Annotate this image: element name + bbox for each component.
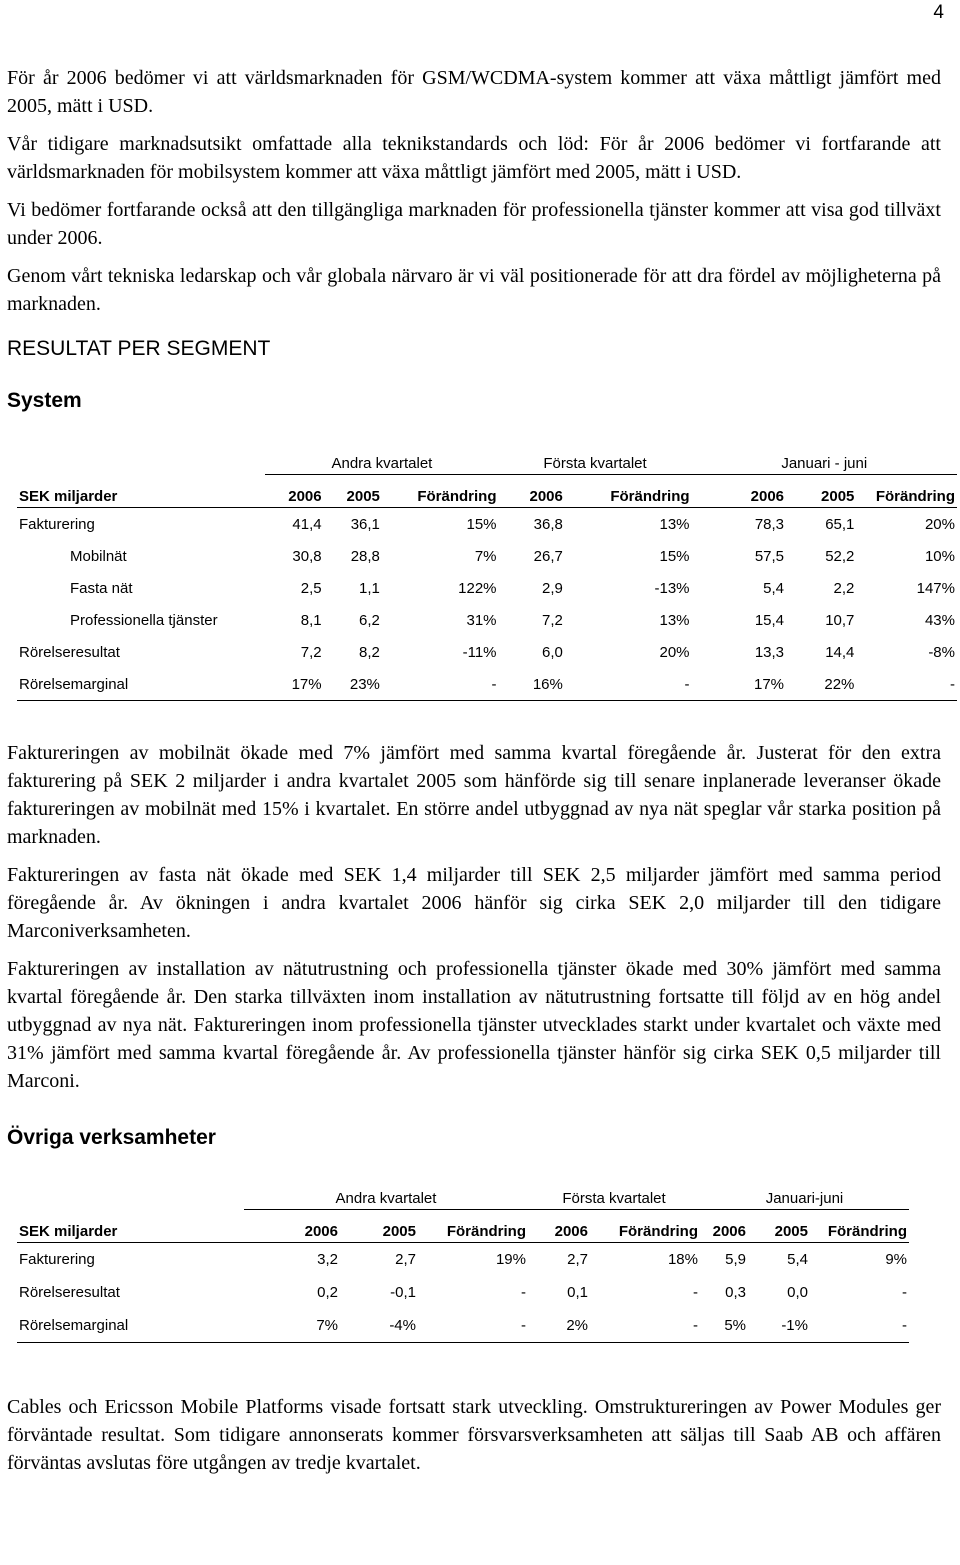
group-header-jan-jun: Januari-juni [700,1185,909,1210]
row-label: Rörelseresultat [19,1284,120,1301]
table-cell: 5,9 [725,1251,746,1268]
column-header: 2006 [499,475,565,508]
table-cell: 0,2 [317,1284,338,1301]
table-cell: 2,2 [833,579,855,597]
table-cell: 2,7 [567,1251,588,1268]
table-cell: 31% [466,611,497,629]
row-label: Professionella tjänster [70,611,218,629]
column-header: Förändring [856,475,957,508]
other-table [17,1185,909,1343]
column-header: 2006 [265,475,323,508]
table-row [17,1276,909,1309]
table-cell: 13% [659,611,690,629]
row-label: Rörelseresultat [19,643,120,661]
paragraph-professional-services: Vi bedömer fortfarande också att den tillgängliga marknaden för professionella tjänster kommer att visa god tillväxt under 2006. [7,199,941,249]
table-cell: 3,2 [317,1251,338,1268]
table-cell: - [382,668,499,701]
table-cell: 16% [499,668,565,701]
table-cell: 7% [474,547,497,565]
section-title: RESULTAT PER SEGMENT [7,337,271,360]
table-cell: - [810,1309,909,1343]
table-cell: 0,3 [725,1284,746,1301]
table-cell: -13% [654,579,690,597]
column-header: 2006 [692,475,787,508]
table-cell: 8,2 [359,643,380,661]
table-cell: 26,7 [533,547,563,565]
paragraph-leadership: Genom vårt tekniska ledarskap och vår globala närvaro är vi väl positionerade för att dra fördel av möjligheterna på marknaden. [7,265,941,315]
column-header: SEK miljarder [17,1210,244,1243]
table-cell: 7% [244,1309,340,1343]
table-cell: 78,3 [754,515,785,533]
table-cell: 0,1 [567,1284,588,1301]
column-header: Förändring [418,1210,528,1243]
table-cell: 8,1 [300,611,322,629]
table-cell: -1% [748,1309,810,1343]
table-cell: 43% [924,611,955,629]
row-label: Mobilnät [70,547,127,565]
table-cell: 2,9 [542,579,563,597]
table-cell: -0,1 [390,1284,416,1301]
table-cell: - [418,1309,528,1343]
table-cell: 147% [916,579,955,597]
table-cell: 17% [692,668,787,701]
table-cell: - [856,668,957,701]
group-header-q2: Andra kvartalet [244,1185,528,1210]
row-label: Rörelsemarginal [17,1309,244,1343]
column-header: 2006 [528,1210,590,1243]
table-cell: 2,5 [300,579,322,597]
group-header-q1: Första kvartalet [499,450,692,475]
column-header: Förändring [382,475,499,508]
table-cell: - [521,1284,526,1301]
table-cell: 22% [786,668,856,701]
table-cell: 6,2 [359,611,380,629]
table-cell: 0,0 [787,1284,808,1301]
column-header: 2005 [340,1210,418,1243]
paragraph-mobile-networks: Faktureringen av mobilnät ökade med 7% jämfört med samma kvartal föregående år. Justerat för den extra fakturering på SEK 2 miljarder i andra kvartalet 2005 som hänförde sig till senare inplanerade leveranser ökade faktureringen av mobilnät med 15% i kvartalet. En större andel utbyggnad av nya nät speglar vår starka position på marknaden. [7,742,941,848]
table-cell: 20% [924,515,955,533]
table-row [17,1243,909,1277]
table-cell: 57,5 [754,547,785,565]
table-cell: 5% [700,1309,748,1343]
table-cell: 13% [659,515,690,533]
table-row [17,668,957,701]
table-cell: 65,1 [825,515,855,533]
table-cell: - [590,1309,700,1343]
table-cell: 15% [659,547,690,565]
table-cell: 36,1 [350,515,380,533]
row-label: Fasta nät [70,579,133,597]
table-cell: 19% [495,1251,526,1268]
paragraph-fixed-networks: Faktureringen av fasta nät ökade med SEK 1,4 miljarder till SEK 2,5 miljarder jämfört med samma period föregående år. Av ökningen i andra kvartalet 2006 hänför sig cirka SEK 2,0 miljarder till den tidigare Marconiverksamheten. [7,864,941,942]
paragraph-market-previous: Vår tidigare marknadsutsikt omfattade alla teknikstandards och löd: För år 2006 bedömer vi fortfarande att världsmarknaden för mobilsystem kommer att växa måttligt jämfört med 2005, mätt i USD. [7,133,941,183]
table-cell: 5,4 [763,579,785,597]
column-header: 2005 [786,475,856,508]
table-row [17,508,957,541]
table-cell: 5,4 [787,1251,808,1268]
table-cell: 2% [528,1309,590,1343]
column-header: Förändring [565,475,692,508]
column-header: 2005 [324,475,382,508]
table-cell: 7,2 [300,643,322,661]
row-label: Fakturering [19,1251,95,1268]
table-cell: 122% [458,579,497,597]
table-cell: 10,7 [825,611,855,629]
table-cell: 28,8 [350,547,380,565]
table-cell: 1,1 [359,579,380,597]
table-row [17,604,957,636]
table-cell: - [902,1284,907,1301]
table-cell: 18% [667,1251,698,1268]
column-header: Förändring [590,1210,700,1243]
table-cell: 2,7 [395,1251,416,1268]
table-cell: -11% [462,643,497,661]
paragraph-market-gsm: För år 2006 bedömer vi att världsmarknaden för GSM/WCDMA-system kommer att växa måttligt jämfört med 2005, mätt i USD. [7,67,941,117]
other-heading: Övriga verksamheter [7,1126,216,1149]
table-cell: -4% [340,1309,418,1343]
column-header: Förändring [810,1210,909,1243]
paragraph-other-operations: Cables och Ericsson Mobile Platforms visade fortsatt stark utveckling. Omstruktureringen av Power Modules ger förväntade resultat. Som tidigare annonserats kommer försvarsverksamheten att säljas till Saab AB och affären förväntas avslutas före utgången av tredje kvartalet. [7,1396,941,1474]
table-row [17,540,957,572]
table-cell: 30,8 [292,547,322,565]
column-header: 2006 [244,1210,340,1243]
row-label: Rörelsemarginal [17,668,265,701]
table-cell: 41,4 [292,515,322,533]
table-row [17,636,957,668]
table-row [17,1309,909,1343]
table-cell: 23% [324,668,382,701]
table-cell: 10% [924,547,955,565]
table-cell: 52,2 [825,547,855,565]
table-cell: 15,4 [754,611,785,629]
page-number: 4 [933,2,944,23]
table-cell: - [565,668,692,701]
document-body [7,64,955,1477]
row-label: Fakturering [19,515,95,533]
paragraph-installation-services: Faktureringen av installation av nätutrustning och professionella tjänster ökade med 30% jämfört med samma kvartal föregående år. Den starka tillväxten inom installation av nätutrustning fortsatte till följd av en hög andel utbyggnad av nya nät. Faktureringen inom professionella tjänster utvecklades starkt under kvartalet och växte med 31% jämfört med samma kvartal föregående år. Av professionella tjänster hänför sig cirka SEK 0,5 miljarder till Marconi. [7,958,941,1092]
table-row [17,572,957,604]
table-cell: 15% [466,515,497,533]
group-header-q2: Andra kvartalet [265,450,498,475]
group-header-jan-jun: Januari - juni [692,450,957,475]
table-cell: 17% [265,668,323,701]
system-table [17,450,957,701]
table-cell: 13,3 [754,643,785,661]
table-cell: 36,8 [533,515,563,533]
group-header-q1: Första kvartalet [528,1185,700,1210]
table-cell: 6,0 [542,643,563,661]
column-header: 2006 [700,1210,748,1243]
table-cell: -8% [928,643,955,661]
table-cell: - [693,1284,698,1301]
column-header: SEK miljarder [17,475,265,508]
table-cell: 7,2 [542,611,563,629]
table-cell: 14,4 [825,643,855,661]
column-header: 2005 [748,1210,810,1243]
table-cell: 9% [885,1251,907,1268]
table-cell: 20% [659,643,690,661]
system-heading: System [7,389,82,412]
